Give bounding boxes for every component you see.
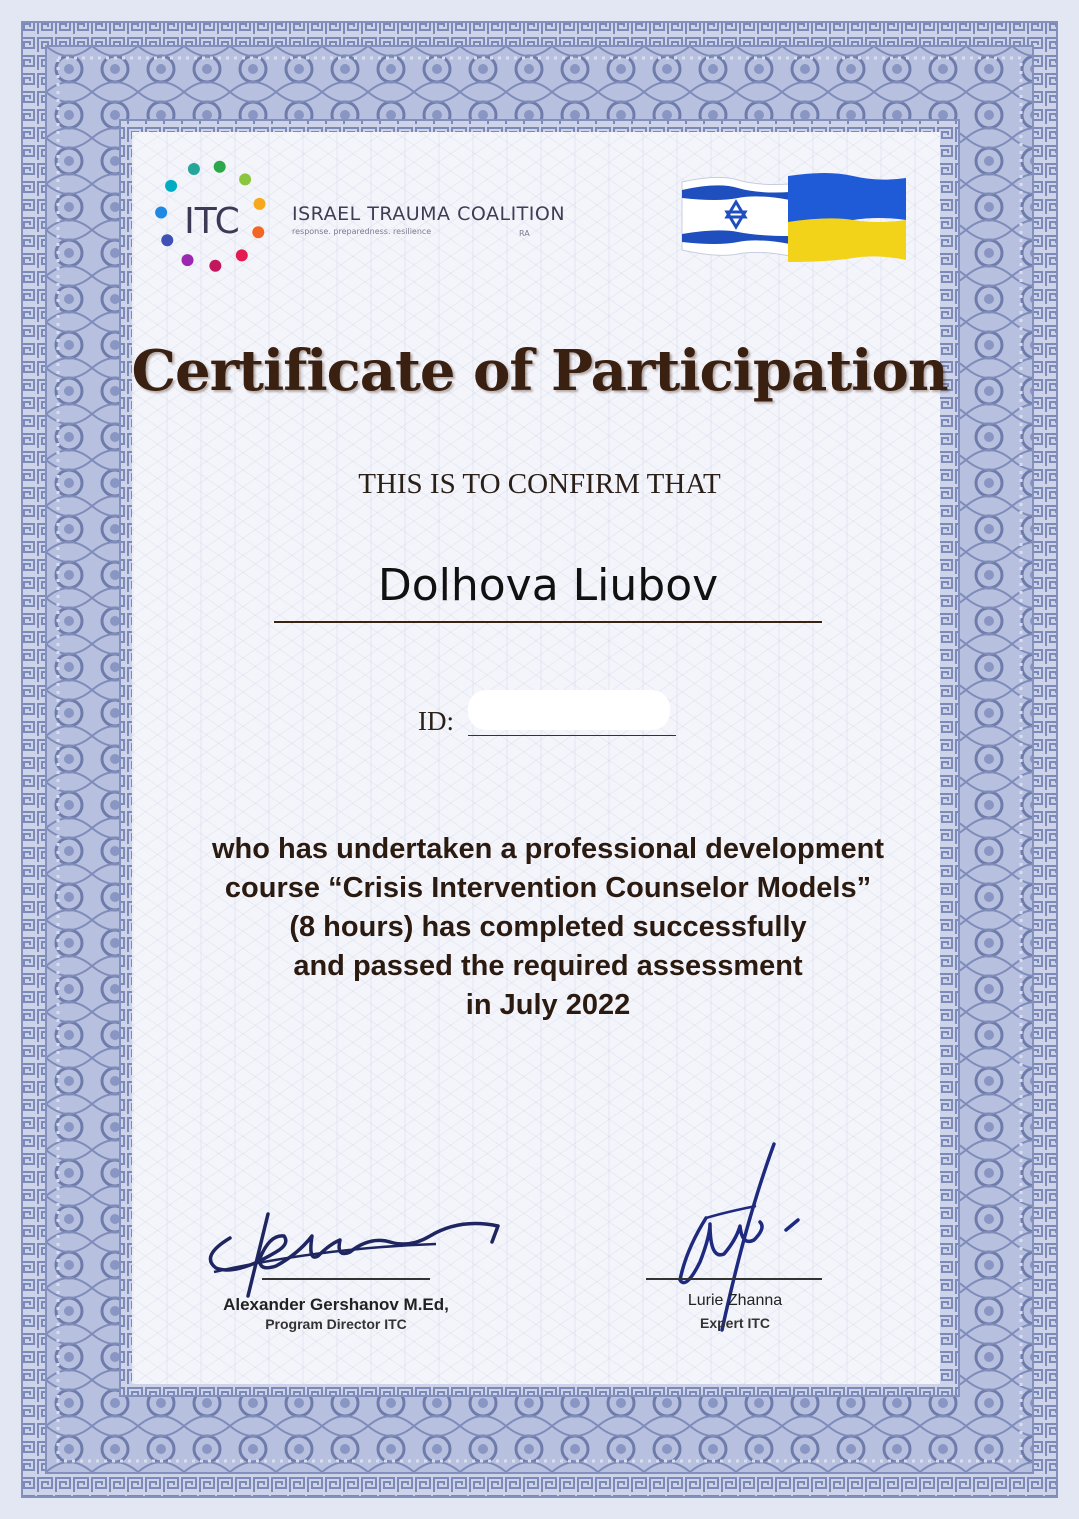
recipient-name: Dolhova Liubov [377,560,719,611]
signature-line-expert [646,1278,822,1280]
itc-logo [150,158,272,276]
logo-dot [209,260,221,272]
logo-dot [254,198,266,210]
signature-director [200,1196,505,1301]
id-label: ID: [418,706,454,736]
logo-dot [252,226,264,238]
logo-abbreviation: ITC [184,201,240,242]
signatory-role: Expert ITC [699,1315,770,1331]
logo-dot [239,173,251,185]
organization-suffix: RA [519,229,530,238]
body-line: (8 hours) has completed successfully [289,911,807,943]
certificate-title: Certificate of Participation [131,338,948,404]
recipient-name-underline [274,621,822,623]
body-line: and passed the required assessment [293,950,803,982]
organization-name: ISRAEL TRAUMA COALITION [292,203,566,225]
logo-dot [165,180,177,192]
signatory-name: Alexander Gershanov M.Ed, [223,1295,449,1314]
logo-dot [236,249,248,261]
body-line: course “Crisis Intervention Counselor Models” [224,872,872,904]
signature-line-director [262,1278,430,1280]
id-underline [468,735,676,736]
body-line: in July 2022 [465,989,631,1021]
body-line: who has undertaken a professional development [212,833,884,865]
logo-dot [182,254,194,266]
confirm-text: THIS IS TO CONFIRM THAT [358,468,721,500]
signatory-role: Program Director ITC [265,1316,407,1332]
logo-dot [155,207,167,219]
ukraine-flag [788,173,906,262]
flags [678,170,908,266]
certificate-body [130,830,966,1025]
signature-expert [666,1140,816,1340]
signatory-name: Lurie Zhanna [687,1292,783,1309]
logo-dot [188,163,200,175]
logo-dot [161,234,173,246]
id-redaction [468,690,670,730]
logo-dot [214,161,226,173]
israel-flag [682,177,790,256]
organization-tagline: response. preparedness. resilience [292,227,432,236]
